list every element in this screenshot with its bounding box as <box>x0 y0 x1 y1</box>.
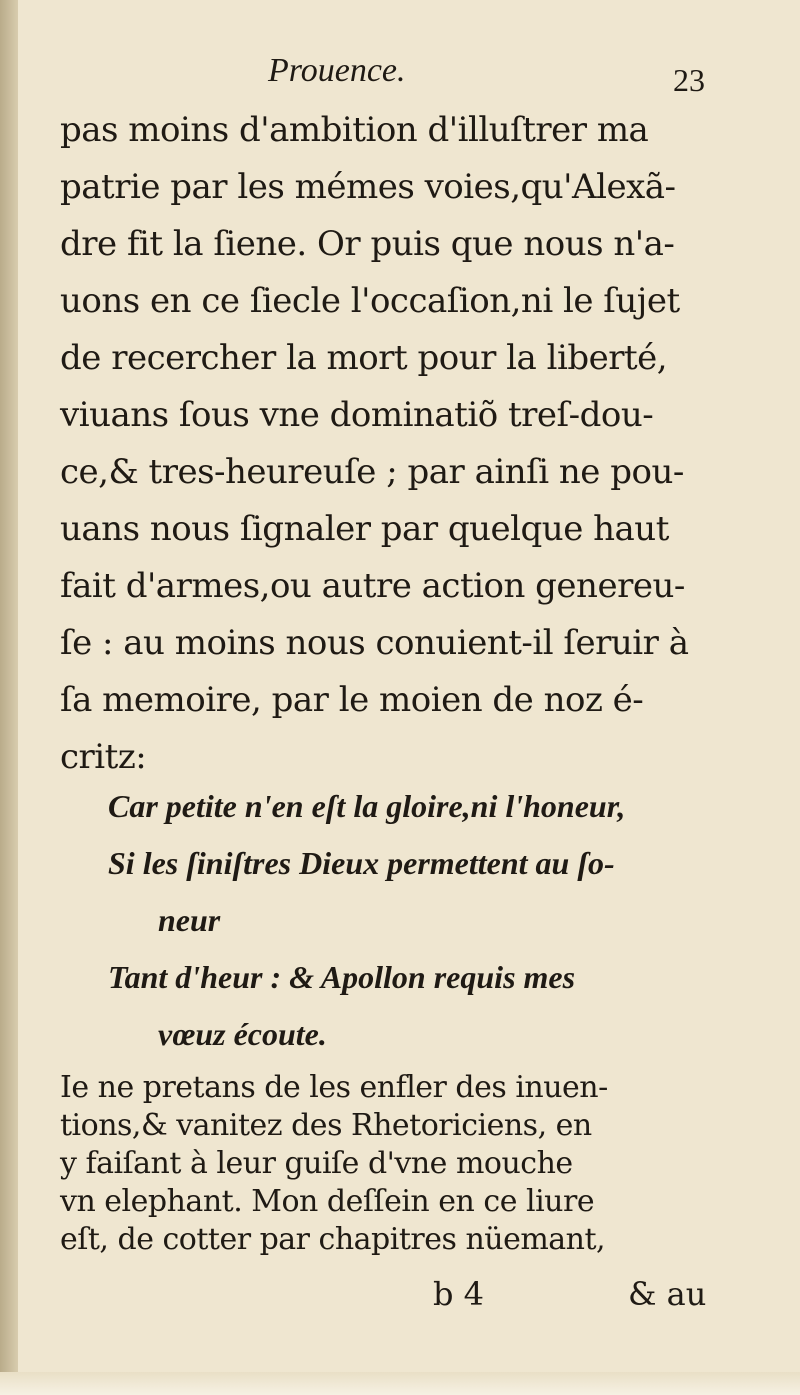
page-bottom-margin <box>0 1372 800 1395</box>
verse-line-3: neur <box>158 902 221 938</box>
text-line-1: pas moins d'ambition d'illuſtrer ma <box>60 110 649 150</box>
text-line-13: Ie ne pretans de les enfler des inuen- <box>60 1070 608 1105</box>
text-line-16: vn elephant. Mon deſſein en ce liure <box>60 1184 595 1219</box>
text-line-6: viuans ſous vne dominatiõ treſ-dou- <box>60 395 654 435</box>
text-line-4: uons en ce ſiecle l'occaſion,ni le ſujet <box>60 281 680 321</box>
text-line-9: fait d'armes,ou autre action genereu- <box>60 566 685 606</box>
book-page <box>18 0 800 1372</box>
book-gutter-edge <box>0 0 18 1395</box>
verse-line-5: vœuz écoute. <box>158 1016 327 1052</box>
text-line-17: eſt, de cotter par chapitres nüemant, <box>60 1222 606 1257</box>
text-line-11: ſa memoire, par le moien de noz é- <box>60 680 644 720</box>
running-title: Prouence. <box>268 52 406 89</box>
signature-mark: b 4 <box>433 1275 485 1313</box>
verse-line-1: Car petite n'en eſt la gloire,ni l'honeur, <box>108 788 626 824</box>
text-line-15: y faiſant à leur guiſe d'vne mouche <box>60 1146 573 1181</box>
text-line-5: de recercher la mort pour la liberté, <box>60 338 668 378</box>
text-line-2: patrie par les mémes voies,qu'Alexã- <box>60 167 676 207</box>
text-line-10: ſe : au moins nous conuient-il ſeruir à <box>60 623 689 663</box>
text-line-7: ce,& tres-heureuſe ; par ainſi ne pou- <box>60 452 684 492</box>
text-line-12: critz: <box>60 737 147 777</box>
text-line-8: uans nous ſignaler par quelque haut <box>60 509 669 549</box>
page-number: 23 <box>673 62 705 98</box>
verse-line-2: Si les ſiniſtres Dieux permettent au ſo- <box>108 845 615 881</box>
verse-line-4: Tant d'heur : & Apollon requis mes <box>108 959 576 995</box>
catchword: & au <box>628 1275 707 1313</box>
text-line-3: dre fit la ſiene. Or puis que nous n'a- <box>60 224 675 264</box>
text-line-14: tions,& vanitez des Rhetoriciens, en <box>60 1108 592 1143</box>
